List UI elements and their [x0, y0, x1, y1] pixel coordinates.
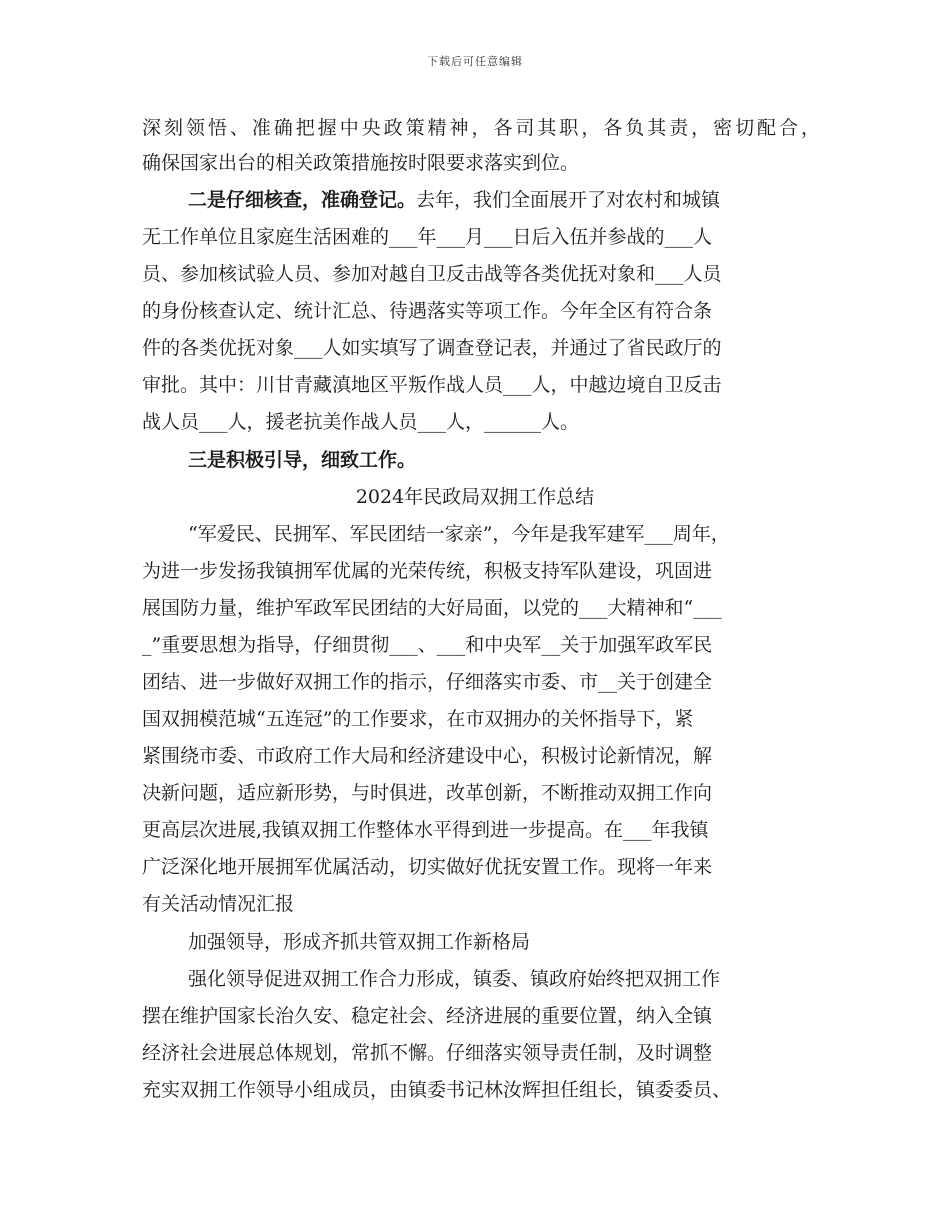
text-line: 团结、进一步做好双拥工作的指示，仔细落实市委、市__关于创建全: [142, 671, 713, 693]
text-line: 员、参加核试验人员、参加对越自卫反击战等各类优抚对象和___人员: [142, 263, 722, 285]
text-line: 更高层次进展,我镇双拥工作整体水平得到进一步提高。在___年我镇: [142, 819, 709, 841]
section-heading-2: 二是仔细核查，准确登记。: [188, 189, 417, 211]
header-note: 下载后可任意编辑: [427, 55, 523, 68]
text-line: 件的各类优抚对象___人如实填写了调查登记表，并通过了省民政厅的: [142, 337, 722, 359]
document-title: 2024年民政局双拥工作总结: [355, 486, 595, 508]
text-line: 审批。其中：川甘青藏滇地区平叛作战人员___人，中越边境自卫反击: [142, 374, 722, 396]
text-line: 为进一步发扬我镇拥军优属的光荣传统，积极支持军队建设，巩固进: [142, 560, 713, 582]
text-line: 战人员___人，援老抗美作战人员___人，______人。: [142, 411, 580, 433]
text-line: 无工作单位且家庭生活困难的___年___月___日后入伍并参战的___人: [142, 226, 713, 248]
section-heading-3: 三是积极引导，细致工作。: [188, 449, 417, 471]
text-line: [188, 188, 720, 212]
text-line: 摆在维护国家长治久安、稳定社会、经济进展的重要位置，纳入全镇: [142, 1005, 713, 1027]
subsection-heading: 加强领导，形成齐抓共管双拥工作新格局: [188, 931, 531, 953]
text-line: “军爱民、民拥军、军民团结一家亲”，今年是我军建军___周年，: [188, 523, 730, 545]
text-line: 强化领导促进双拥工作合力形成，镇委、镇政府始终把双拥工作: [188, 968, 721, 990]
section-text: 去年，我们全面展开了对农村和城镇: [416, 189, 721, 211]
text-line: 的身份核查认定、统计汇总、待遇落实等项工作。今年全区有符合条: [142, 300, 713, 322]
text-line: 国双拥模范城“五连冠”的工作要求，在市双拥办的关怀指导下，紧: [142, 708, 694, 730]
text-line: 经济社会进展总体规划，常抓不懈。仔细落实领导责任制，及时调整: [142, 1042, 713, 1064]
text-line: 展国防力量，维护军政军民团结的大好局面，以党的___大精神和“___: [142, 597, 722, 619]
text-line: 深刻领悟、准确把握中央政策精神，各司其职，各负其责，密切配合，: [142, 117, 820, 139]
text-line: 决新问题，适应新形势，与时俱进，改革创新，不断推动双拥工作向: [142, 782, 713, 804]
text-line: 充实双拥工作领导小组成员，由镇委书记林汝辉担任组长，镇委委员、: [142, 1079, 732, 1101]
text-line: _”重要思想为指导，仔细贯彻___、___和中央军__关于加强军政军民: [142, 634, 713, 656]
text-line: 有关活动情况汇报: [142, 893, 295, 915]
text-line: 紧围绕市委、市政府工作大局和经济建设中心，积极讨论新情况，解: [142, 745, 713, 767]
text-line: 确保国家出台的相关政策措施按时限要求落实到位。: [142, 152, 580, 174]
text-line: 广泛深化地开展拥军优属活动，切实做好优抚安置工作。现将一年来: [142, 856, 713, 878]
